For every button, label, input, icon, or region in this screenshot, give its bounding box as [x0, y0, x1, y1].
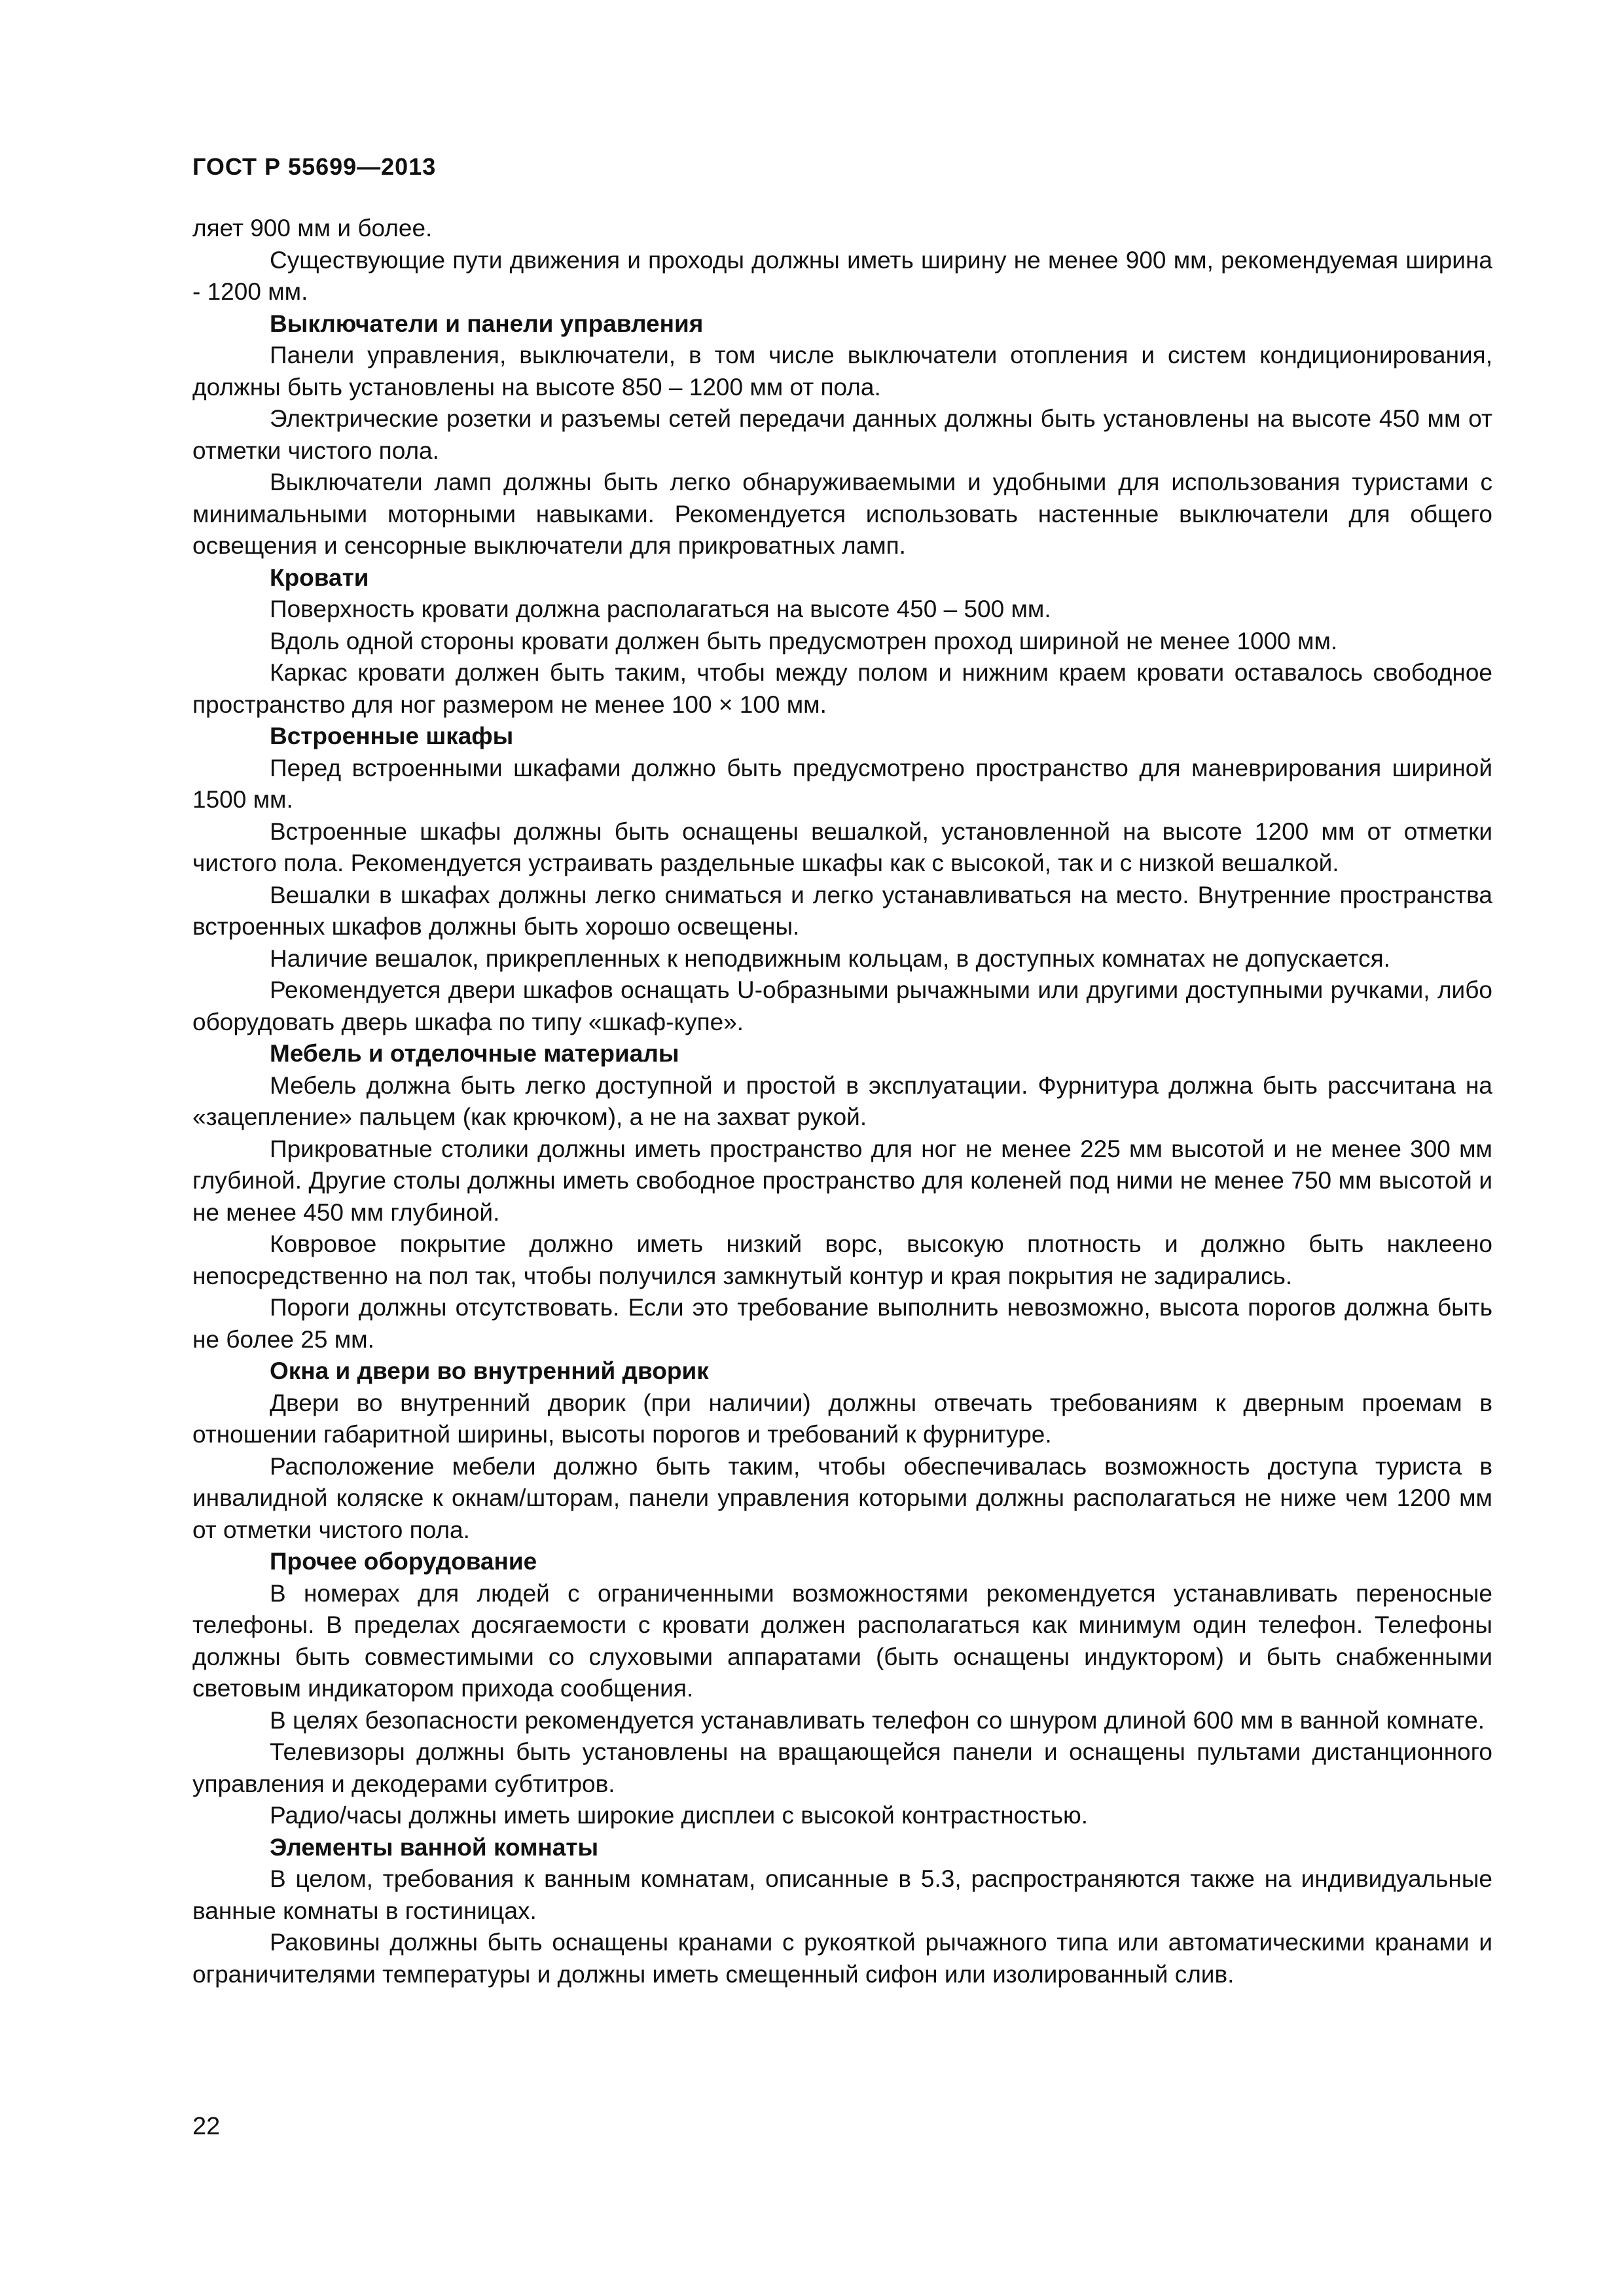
body-paragraph: Перед встроенными шкафами должно быть предусмотрено пространство для маневрирования шириной 1500 мм.	[192, 754, 1492, 813]
body-paragraph: Поверхность кровати должна располагаться на высоте 450 – 500 мм.	[270, 596, 1051, 622]
section-heading: Элементы ванной комнаты	[270, 1833, 599, 1861]
body-paragraph: Двери во внутренний дворик (при наличии) должны отвечать требованиям к дверным проемам в отношении габаритной ширины, высоты порогов и требований к фурнитуре.	[192, 1389, 1492, 1448]
body-paragraph: Мебель должна быть легко доступной и простой в эксплуатации. Фурнитура должна быть рассчитана на «зацепление» пальцем (как крючком), а не на захват рукой.	[192, 1071, 1492, 1130]
body-paragraph: Каркас кровати должен быть таким, чтобы между полом и нижним краем кровати оставалось свободное пространство для ног размером не менее 100 × 100 мм.	[192, 659, 1492, 718]
body-paragraph: Раковины должны быть оснащены кранами с рукояткой рычажного типа или автоматическими кранами и ограничителями температуры и должны иметь смещенный сифон или изолированный слив.	[192, 1929, 1492, 1988]
body-paragraph: Наличие вешалок, прикрепленных к неподвижным кольцам, в доступных комнатах не допускается.	[270, 944, 1390, 972]
body-paragraph: Рекомендуется двери шкафов оснащать U-образными рычажными или другими доступными ручками, либо оборудовать дверь шкафа по типу «шкаф-купе».	[192, 977, 1492, 1035]
body-paragraph: В целом, требования к ванным комнатам, описанные в 5.3, распространяются также на индивидуальные ванные комнаты в гостиницах.	[192, 1865, 1492, 1924]
body-paragraph: ляет 900 мм и более.	[192, 215, 433, 242]
section-heading: Окна и двери во внутренний дворик	[270, 1357, 709, 1384]
section-heading: Выключатели и панели управления	[270, 310, 704, 337]
page-number: 22	[192, 2113, 221, 2140]
body-paragraph: Расположение мебели должно быть таким, чтобы обеспечивалась возможность доступа туриста в инвалидной коляске к окнам/шторам, панели управления которыми должны располагаться не ниже чем 1200 мм от отметки чистого пола.	[192, 1452, 1492, 1543]
body-paragraph: Панели управления, выключатели, в том числе выключатели отопления и систем кондиционирования, должны быть установлены на высоте 850 – 1200 мм от пола.	[192, 342, 1492, 401]
document-body	[192, 213, 1492, 1990]
body-paragraph: Встроенные шкафы должны быть оснащены вешалкой, установленной на высоте 1200 мм от отметки чистого пола. Рекомендуется устраивать раздельные шкафы как с высокой, так и с низкой вешалкой.	[192, 817, 1492, 876]
body-paragraph: В номерах для людей с ограниченными возможностями рекомендуется устанавливать переносные телефоны. В пределах досягаемости с кровати должен располагаться как минимум один телефон. Телефоны должны быть совместимыми со слуховыми аппаратами (быть оснащены индуктором) и быть снабженными световым индикатором прихода сообщения.	[192, 1579, 1492, 1702]
body-paragraph: Радио/часы должны иметь широкие дисплеи с высокой контрастностью.	[270, 1802, 1089, 1829]
body-paragraph: В целях безопасности рекомендуется устанавливать телефон со шнуром длиной 600 мм в ванной комнате.	[270, 1706, 1485, 1734]
document-header: ГОСТ Р 55699—2013	[192, 153, 437, 180]
section-heading: Кровати	[270, 564, 369, 591]
section-heading: Мебель и отделочные материалы	[270, 1040, 679, 1067]
body-paragraph: Вдоль одной стороны кровати должен быть предусмотрен проход шириной не менее 1000 мм.	[270, 627, 1338, 655]
body-paragraph: Вешалки в шкафах должны легко сниматься и легко устанавливаться на место. Внутренние пространства встроенных шкафов должны быть хорошо освещены.	[192, 881, 1492, 940]
body-paragraph: Существующие пути движения и проходы должны иметь ширину не менее 900 мм, рекомендуемая ширина - 1200 мм.	[192, 246, 1492, 305]
body-paragraph: Телевизоры должны быть установлены на вращающейся панели и оснащены пультами дистанционного управления и декодерами субтитров.	[192, 1738, 1492, 1797]
section-heading: Прочее оборудование	[270, 1548, 537, 1575]
section-heading: Встроенные шкафы	[270, 723, 514, 749]
body-paragraph: Выключатели ламп должны быть легко обнаруживаемыми и удобными для использования туристами с минимальными моторными навыками. Рекомендуется использовать настенные выключатели для общего освещения и сенсорные выключатели для прикроватных ламп.	[192, 469, 1492, 559]
body-paragraph: Прикроватные столики должны иметь пространство для ног не менее 225 мм высотой и не менее 300 мм глубиной. Другие столы должны иметь свободное пространство для коленей под ними не менее 750 мм высотой и не менее 450 мм глубиной.	[192, 1135, 1492, 1226]
body-paragraph: Электрические розетки и разъемы сетей передачи данных должны быть установлены на высоте 450 мм от отметки чистого пола.	[192, 405, 1492, 464]
body-paragraph: Ковровое покрытие должно иметь низкий ворс, высокую плотность и должно быть наклеено непосредственно на пол так, чтобы получился замкнутый контур и края покрытия не задирались.	[192, 1230, 1492, 1289]
body-paragraph: Пороги должны отсутствовать. Если это требование выполнить невозможно, высота порогов должна быть не более 25 мм.	[192, 1294, 1492, 1353]
